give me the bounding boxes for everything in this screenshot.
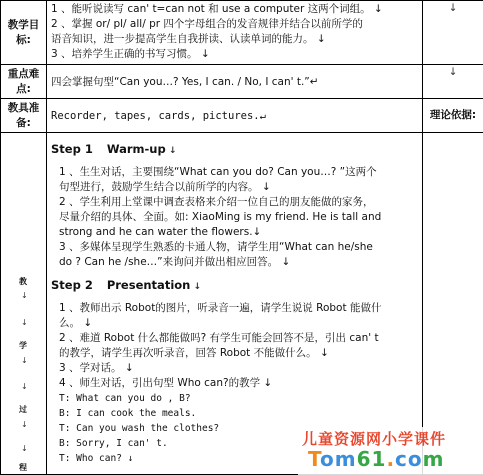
watermark-url-part: T xyxy=(308,447,320,471)
watermark-url-part: om xyxy=(320,447,357,471)
process-side-char: 程 xyxy=(19,463,27,472)
step1-line: 尽量介绍的具体、全面。如: XiaoMing is my friend. He is tall and xyxy=(59,211,382,223)
step2-title: Step 2 xyxy=(51,278,93,292)
objectives-label: 教学目标: xyxy=(1,1,47,65)
watermark-url-part: co xyxy=(395,447,423,471)
step2-name: Presentation xyxy=(106,278,191,292)
step1-line: do ? Can he /she…”来询问并做出相应回答。 ↓ xyxy=(59,256,291,268)
key-points-row xyxy=(1,65,483,99)
step1-line: 句型进行，鼓励学生结合以前所学的内容。 ↓ xyxy=(59,181,271,193)
dialogue-line: T: Can you wash the clothes? xyxy=(59,423,220,434)
step1-heading: Step 1 Warm-up ↓ xyxy=(51,142,177,156)
site-watermark xyxy=(298,427,483,475)
step1-line: strong and he can water the flowers.↓ xyxy=(59,226,262,238)
step1-title: Step 1 xyxy=(51,142,93,156)
objectives-right-mark: ↓ xyxy=(423,1,483,65)
dialogue-line: T: What can you do , B? xyxy=(59,393,191,404)
dialogue-line: T: Who can? ↓ xyxy=(59,453,134,464)
process-side-arrow: ↓ xyxy=(21,444,28,453)
process-side-arrow: ↓ xyxy=(21,382,28,391)
process-content xyxy=(47,133,423,475)
process-side-arrow: ↓ xyxy=(21,420,28,429)
dialogue-line: B: Sorry, I can' t. xyxy=(59,438,168,449)
aids-content xyxy=(47,99,423,133)
process-side-arrow: ↓ xyxy=(21,356,28,365)
aids-row xyxy=(1,99,483,133)
watermark-url-part: . xyxy=(386,447,396,471)
step2-line: 3 、学对话。 ↓ xyxy=(59,362,134,374)
theory-basis-label: 理论依据: xyxy=(423,99,483,133)
process-side-char: 过 xyxy=(19,405,27,414)
step2-line: 2 、难道 Robot 什么都能做吗? 有学生可能会回答不是，引出 can' t xyxy=(59,332,379,344)
key-points-content xyxy=(47,65,423,99)
watermark-url-part: 61 xyxy=(356,447,387,471)
step1-name: Warm-up xyxy=(106,142,166,156)
step1-line: 1 、生生对话，主要围绕“What can you do? Can you…? ”这两个 xyxy=(59,166,377,178)
process-side-arrow: ↓ xyxy=(21,318,28,327)
key-points-label: 重点难点: xyxy=(1,65,47,99)
objective-line: 1 、能听说读写 can' t=can not 和 use a computer 这两个词组。 ↓ xyxy=(51,3,383,15)
key-points-text: 四会掌握句型“Can you…? Yes, I can. / No, I can' t.”↵ xyxy=(51,75,319,88)
objective-line: 3 、培养学生正确的书写习惯。 ↓ xyxy=(51,48,210,60)
process-side-char: 学 xyxy=(19,341,27,350)
step2-line: 的教学，请学生再次听录音，回答 Robot 不能做什么。 ↓ xyxy=(59,347,329,359)
process-row xyxy=(1,133,483,475)
key-points-right-mark: ↓ xyxy=(423,65,483,99)
watermark-url xyxy=(308,447,445,471)
process-side-char: 教 xyxy=(19,277,27,286)
step2-heading: Step 2 Presentation ↓ xyxy=(51,278,202,292)
process-side-arrow: ↓ xyxy=(21,291,28,300)
step2-line: 么。 ↓ xyxy=(59,317,93,329)
aids-label: 教具准备: xyxy=(1,99,47,133)
objectives-content xyxy=(47,1,423,65)
aids-text: Recorder, tapes, cards, pictures.↵ xyxy=(51,109,266,122)
step1-line: 2 、学生利用上堂课中调查表格来介绍一位自己的朋友能做的家务， xyxy=(59,196,374,208)
step1-line: 3 、多媒体呈现学生熟悉的卡通人物，请学生用“What can he/she xyxy=(59,241,373,253)
watermark-url-part: m xyxy=(422,447,445,471)
objective-line: 语音知识，进一步提高学生自我拼读、认读单词的能力。 ↓ xyxy=(51,33,326,45)
dialogue-line: B: I can cook the meals. xyxy=(59,408,197,419)
step1-body xyxy=(51,165,418,270)
step2-line: 1 、教师出示 Robot的图片，听录音一遍，请学生说说 Robot 能做什 xyxy=(59,302,382,314)
process-right-cell xyxy=(423,133,483,475)
step2-line: 4 、师生对话，引出句型 Who can?的教学 ↓ xyxy=(59,377,273,389)
watermark-title: 儿童资源网小学课件 xyxy=(302,430,447,448)
objective-line: 2 、掌握 or/ pl/ all/ pr 四个字母组合的发音规律并结合以前所学的 xyxy=(51,18,363,30)
objectives-row xyxy=(1,1,483,65)
